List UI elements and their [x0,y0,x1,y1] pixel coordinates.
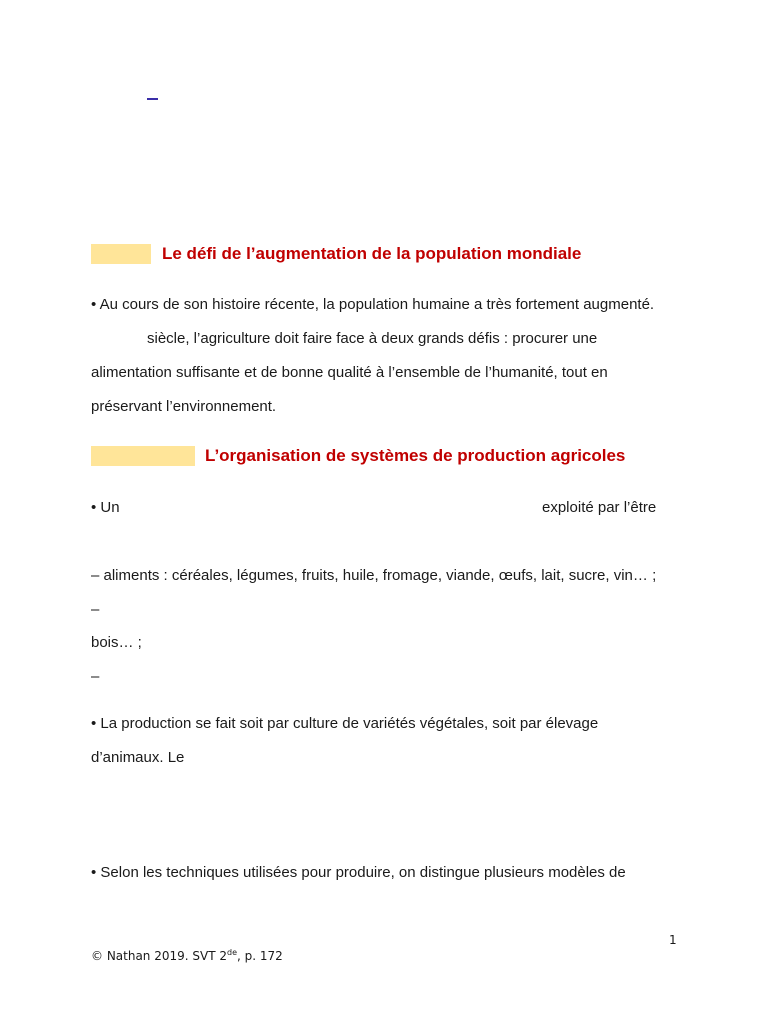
copyright-footer [91,949,283,963]
top-dash-mark [147,98,158,100]
heading-highlight-1 [91,244,151,264]
techniques-line: • Selon les techniques utilisées pour produire, on distingue plusieurs modèles de [91,864,626,881]
page-number: 1 [669,933,677,947]
line-un-end: exploité par l’être [542,499,657,516]
paragraph-line-1: • Au cours de son histoire récente, la population humaine a très fortement augmenté. [91,296,655,313]
paragraph-line-2: siècle, l’agriculture doit faire face à deux grands défis : procurer une [147,330,598,347]
section-heading-2: L’organisation de systèmes de production agricoles [205,446,626,465]
list-aliments: – aliments : céréales, légumes, fruits, huile, fromage, viande, œufs, lait, sucre, vin… ; [91,567,657,584]
list-dash-1: – [91,601,100,618]
list-dash-2: – [91,668,100,685]
line-un-start: • Un [91,499,120,516]
paragraph-line-3: alimentation suffisante et de bonne qualité à l’ensemble de l’humanité, tout en [91,364,608,381]
copyright-superscript: de [227,948,238,957]
heading-highlight-2 [91,446,195,466]
list-bois: bois… ; [91,634,142,651]
production-line-2: d’animaux. Le [91,749,185,766]
copyright-prefix: © Nathan 2019. SVT 2 [91,949,228,963]
section-heading-1: Le défi de l’augmentation de la population mondiale [162,244,582,263]
production-line-1: • La production se fait soit par culture de variétés végétales, soit par élevage [91,715,599,732]
paragraph-line-4: préservant l’environnement. [91,398,277,415]
copyright-suffix: , p. 172 [237,949,283,963]
